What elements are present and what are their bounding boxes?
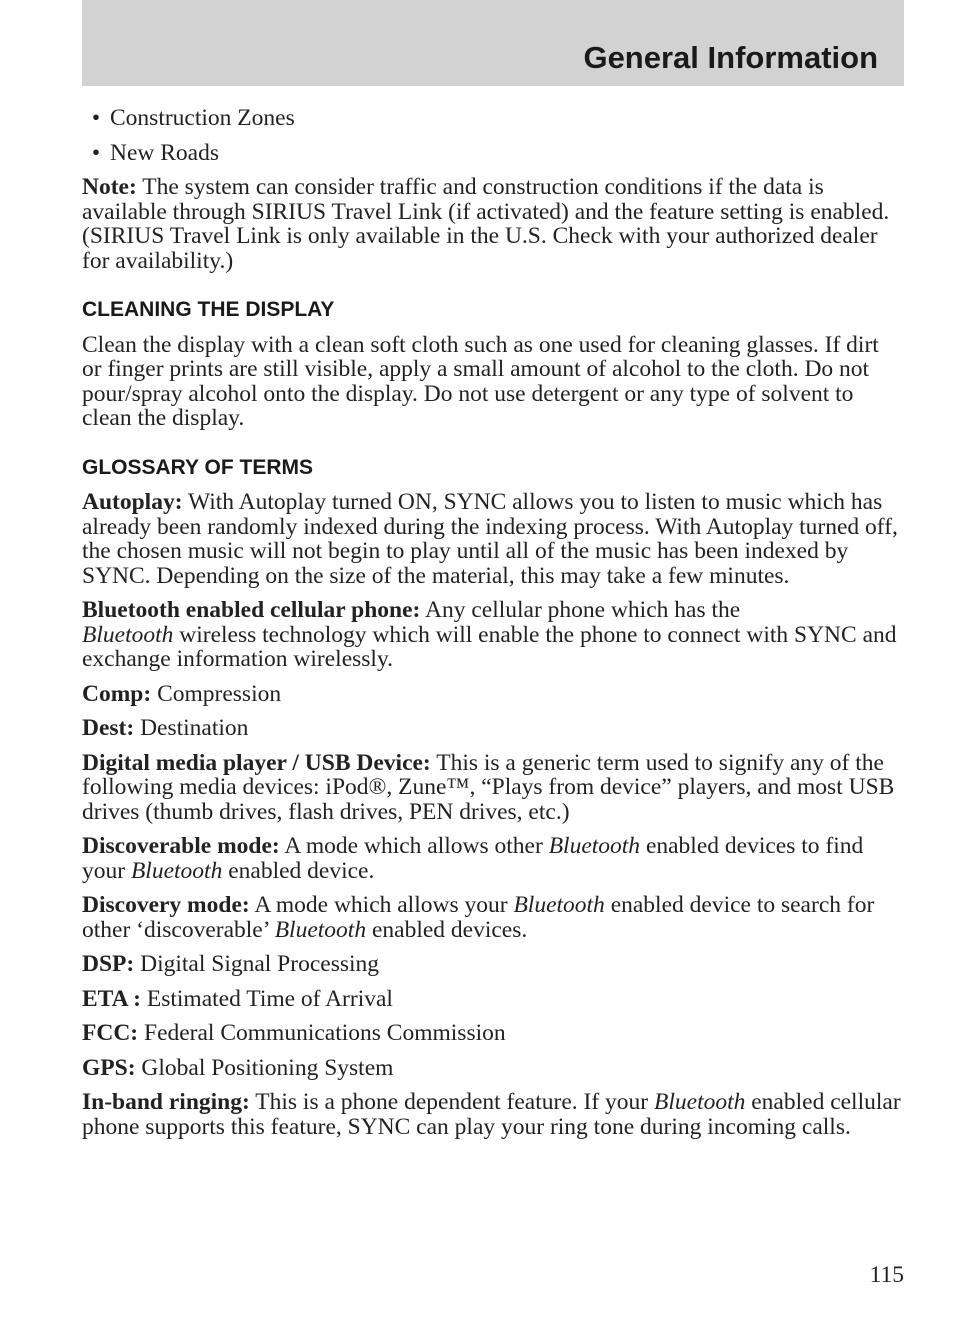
glossary-entry-dest (82, 716, 904, 741)
bluetooth-italic: Bluetooth (130, 857, 223, 884)
bullet-icon: • (91, 105, 101, 131)
glossary-term: FCC: (82, 1020, 139, 1046)
glossary-definition: This is a phone dependent feature. If your (255, 1089, 649, 1115)
bullet-icon: • (91, 139, 101, 166)
glossary-entry-eta (82, 987, 904, 1012)
glossary-entry-discoverable (82, 834, 904, 883)
glossary-term: Comp: (82, 680, 152, 707)
bluetooth-italic: Bluetooth (82, 621, 174, 648)
cleaning-heading: CLEANING THE DISPLAY (82, 298, 335, 321)
bullet-item (82, 106, 904, 131)
glossary-entry-digital-media (82, 751, 904, 825)
glossary-definition: wireless technology which will enable the phone to connect with SYNC and exchange information wirelessly. (82, 621, 897, 672)
glossary-term: Autoplay: (82, 489, 183, 515)
bluetooth-italic: Bluetooth (274, 916, 367, 943)
glossary-term: Bluetooth enabled cellular phone: (82, 597, 421, 623)
glossary-definition: Global Positioning System (141, 1054, 394, 1081)
glossary-definition: Digital Signal Processing (140, 951, 380, 977)
glossary-definition: A mode which allows your (254, 892, 508, 918)
glossary-definition: Estimated Time of Arrival (146, 985, 393, 1012)
glossary-definition: enabled cellular phone supports this feature, SYNC can play your ring tone during incoming calls. (82, 1089, 901, 1140)
glossary-term: GPS: (82, 1054, 136, 1081)
glossary-entry-in-band-ringing (82, 1090, 904, 1139)
glossary-heading: GLOSSARY OF TERMS (82, 455, 314, 479)
page-content (82, 106, 904, 1149)
glossary-entry-comp (82, 682, 904, 707)
glossary-term: Discovery mode: (82, 892, 250, 918)
glossary-definition: With Autoplay turned ON, SYNC allows you to listen to music which has already been randomly indexed during the indexing process. With Autoplay turned off, the chosen music will not begin to play until all of the music has been indexed by SYNC. Depending on the size of the material, this may take a few minutes. (82, 489, 898, 589)
note-label: Note: (82, 174, 137, 200)
glossary-entry-fcc (82, 1021, 904, 1046)
header-bar (82, 0, 904, 86)
glossary-definition: enabled device. (228, 857, 375, 884)
cleaning-paragraph: Clean the display with a clean soft cloth such as one used for cleaning glasses. If dirt or finger prints are still visible, apply a small amount of alcohol to the cloth. Do not pour/spray alcohol onto the display. Do not use detergent or any type of solvent to clean the display. (82, 331, 879, 431)
glossary-entry-bluetooth-phone (82, 598, 904, 672)
glossary-definition: A mode which allows other (284, 833, 543, 859)
glossary-entry-dsp (82, 952, 904, 977)
note-text: The system can consider traffic and construction conditions if the data is available through SIRIUS Travel Link (if activated) and the feature setting is enabled. (SIRIUS Travel Link is only available in the U.S. Check with your authorized dealer for availability.) (82, 174, 890, 274)
glossary-term: Dest: (82, 715, 135, 741)
glossary-definition: Federal Communications Commission (144, 1020, 506, 1046)
page-number: 115 (869, 1262, 904, 1288)
glossary-entry-discovery (82, 893, 904, 942)
glossary-term: DSP: (82, 951, 135, 977)
glossary-term: Discoverable mode: (82, 833, 280, 859)
glossary-definition: This is a generic term used to signify any of the following media devices: iPod®, Zune™, “Plays from device” players, and most USB drives (thumb drives, flash drives, PEN drives, etc.) (82, 749, 895, 825)
bullet-text: Construction Zones (110, 105, 295, 131)
glossary-term: In-band ringing: (82, 1089, 250, 1115)
bluetooth-italic: Bluetooth (548, 833, 641, 859)
bluetooth-italic: Bluetooth (513, 892, 605, 918)
glossary-entry-autoplay (82, 490, 904, 588)
glossary-definition: enabled device to search for other ‘discoverable’ (82, 892, 875, 943)
glossary-term: ETA : (82, 985, 141, 1012)
glossary-entry-gps (82, 1056, 904, 1081)
bullet-item (82, 141, 904, 166)
bluetooth-italic: Bluetooth (654, 1089, 746, 1115)
bullet-text: New Roads (110, 139, 219, 166)
glossary-definition: Compression (157, 680, 282, 707)
section-title: General Information (583, 40, 878, 75)
glossary-term: Digital media player / USB Device: (82, 749, 431, 776)
glossary-definition: Any cellular phone which has the (424, 597, 741, 623)
glossary-definition: enabled devices. (371, 916, 528, 943)
glossary-definition: enabled devices to find your (82, 833, 864, 884)
glossary-definition: Destination (140, 715, 249, 741)
note-paragraph (82, 175, 904, 273)
